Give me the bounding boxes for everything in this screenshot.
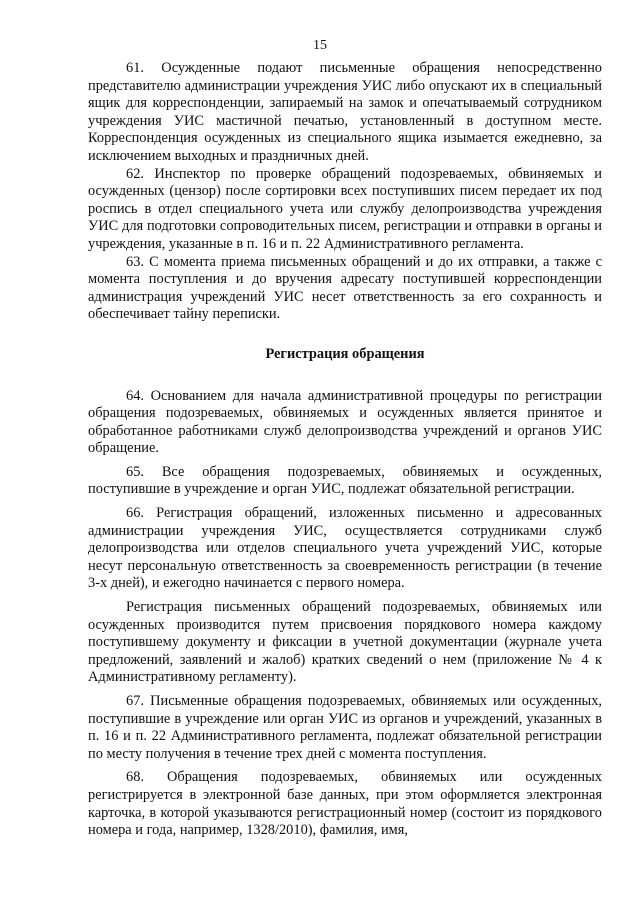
document-body [88,60,602,840]
paragraph-68: 68. Обращения подозреваемых, обвиняемых или осужденных регистрируется в электронной базе данных, при этом оформляется электронная карточка, в которой указываются регистрационный номер (состоит из порядкового номера и года, например, 1328/2010), фамилия, имя, [88,769,602,839]
paragraph-64: 64. Основанием для начала административной процедуры по регистрации обращения подозреваемых, обвиняемых и осужденных является принятое и обработанное работниками служб делопроизводства учреждений и органов УИС обращение. [88,387,602,457]
paragraph-registration: Регистрация письменных обращений подозреваемых, обвиняемых или осужденных производится путем присвоения порядкового номера каждому поступившему документу и фиксации в учетной документации (журнале учета предложений, заявлений и жалоб) кратких сведений о нем (приложение № 4 к Административному регламенту). [88,599,602,686]
paragraph-63: 63. С момента приема письменных обращений и до их отправки, а также с момента поступления и до вручения адресату поступившей корреспонденции администрация учреждений УИС несет ответственность за его сохранность и обеспечивает тайну переписки. [88,253,602,323]
paragraph-67: 67. Письменные обращения подозреваемых, обвиняемых или осужденных, поступившие в учреждение или орган УИС из органов и учреждений, указанных в п. 16 и п. 22 Административного регламента, подлежат обязательной регистрации по месту получения в течение трех дней с момента поступления. [88,693,602,762]
paragraph-62: 62. Инспектор по проверке обращений подозреваемых, обвиняемых и осужденных (цензор) после сортировки всех поступивших писем передает их под роспись в отдел специального учета или службу делопроизводства учреждения УИС для подготовки сопроводительных писем, регистрации и отправки в органы и учреждения, указанные в п. 16 и п. 22 Административного регламента. [88,165,602,252]
section-heading: Регистрация обращения [265,345,425,362]
page-number: 15 [313,38,327,53]
paragraph-66: 66. Регистрация обращений, изложенных письменно и адресованных администрации учреждения УИС, осуществляется сотрудниками служб делопроизводства или отделов специального учета учреждений УИС, которые несут персональную ответственность за своевременность регистрации (в течение 3-х дней), и ежегодно начинается с первого номера. [88,505,602,592]
paragraph-61: 61. Осужденные подают письменные обращения непосредственно представителю администрации учреждения УИС либо опускают их в специальный ящик для корреспонденции, запираемый на замок и опечатываемый сотрудником учреждения УИС мастичной печатью, установленный в доступном месте. Корреспонденция осужденных из специального ящика изымается ежедневно, за исключением выходных и праздничных дней. [88,60,602,164]
paragraph-65: 65. Все обращения подозреваемых, обвиняемых и осужденных, поступившие в учреждение и орган УИС, подлежат обязательной регистрации. [88,463,602,498]
